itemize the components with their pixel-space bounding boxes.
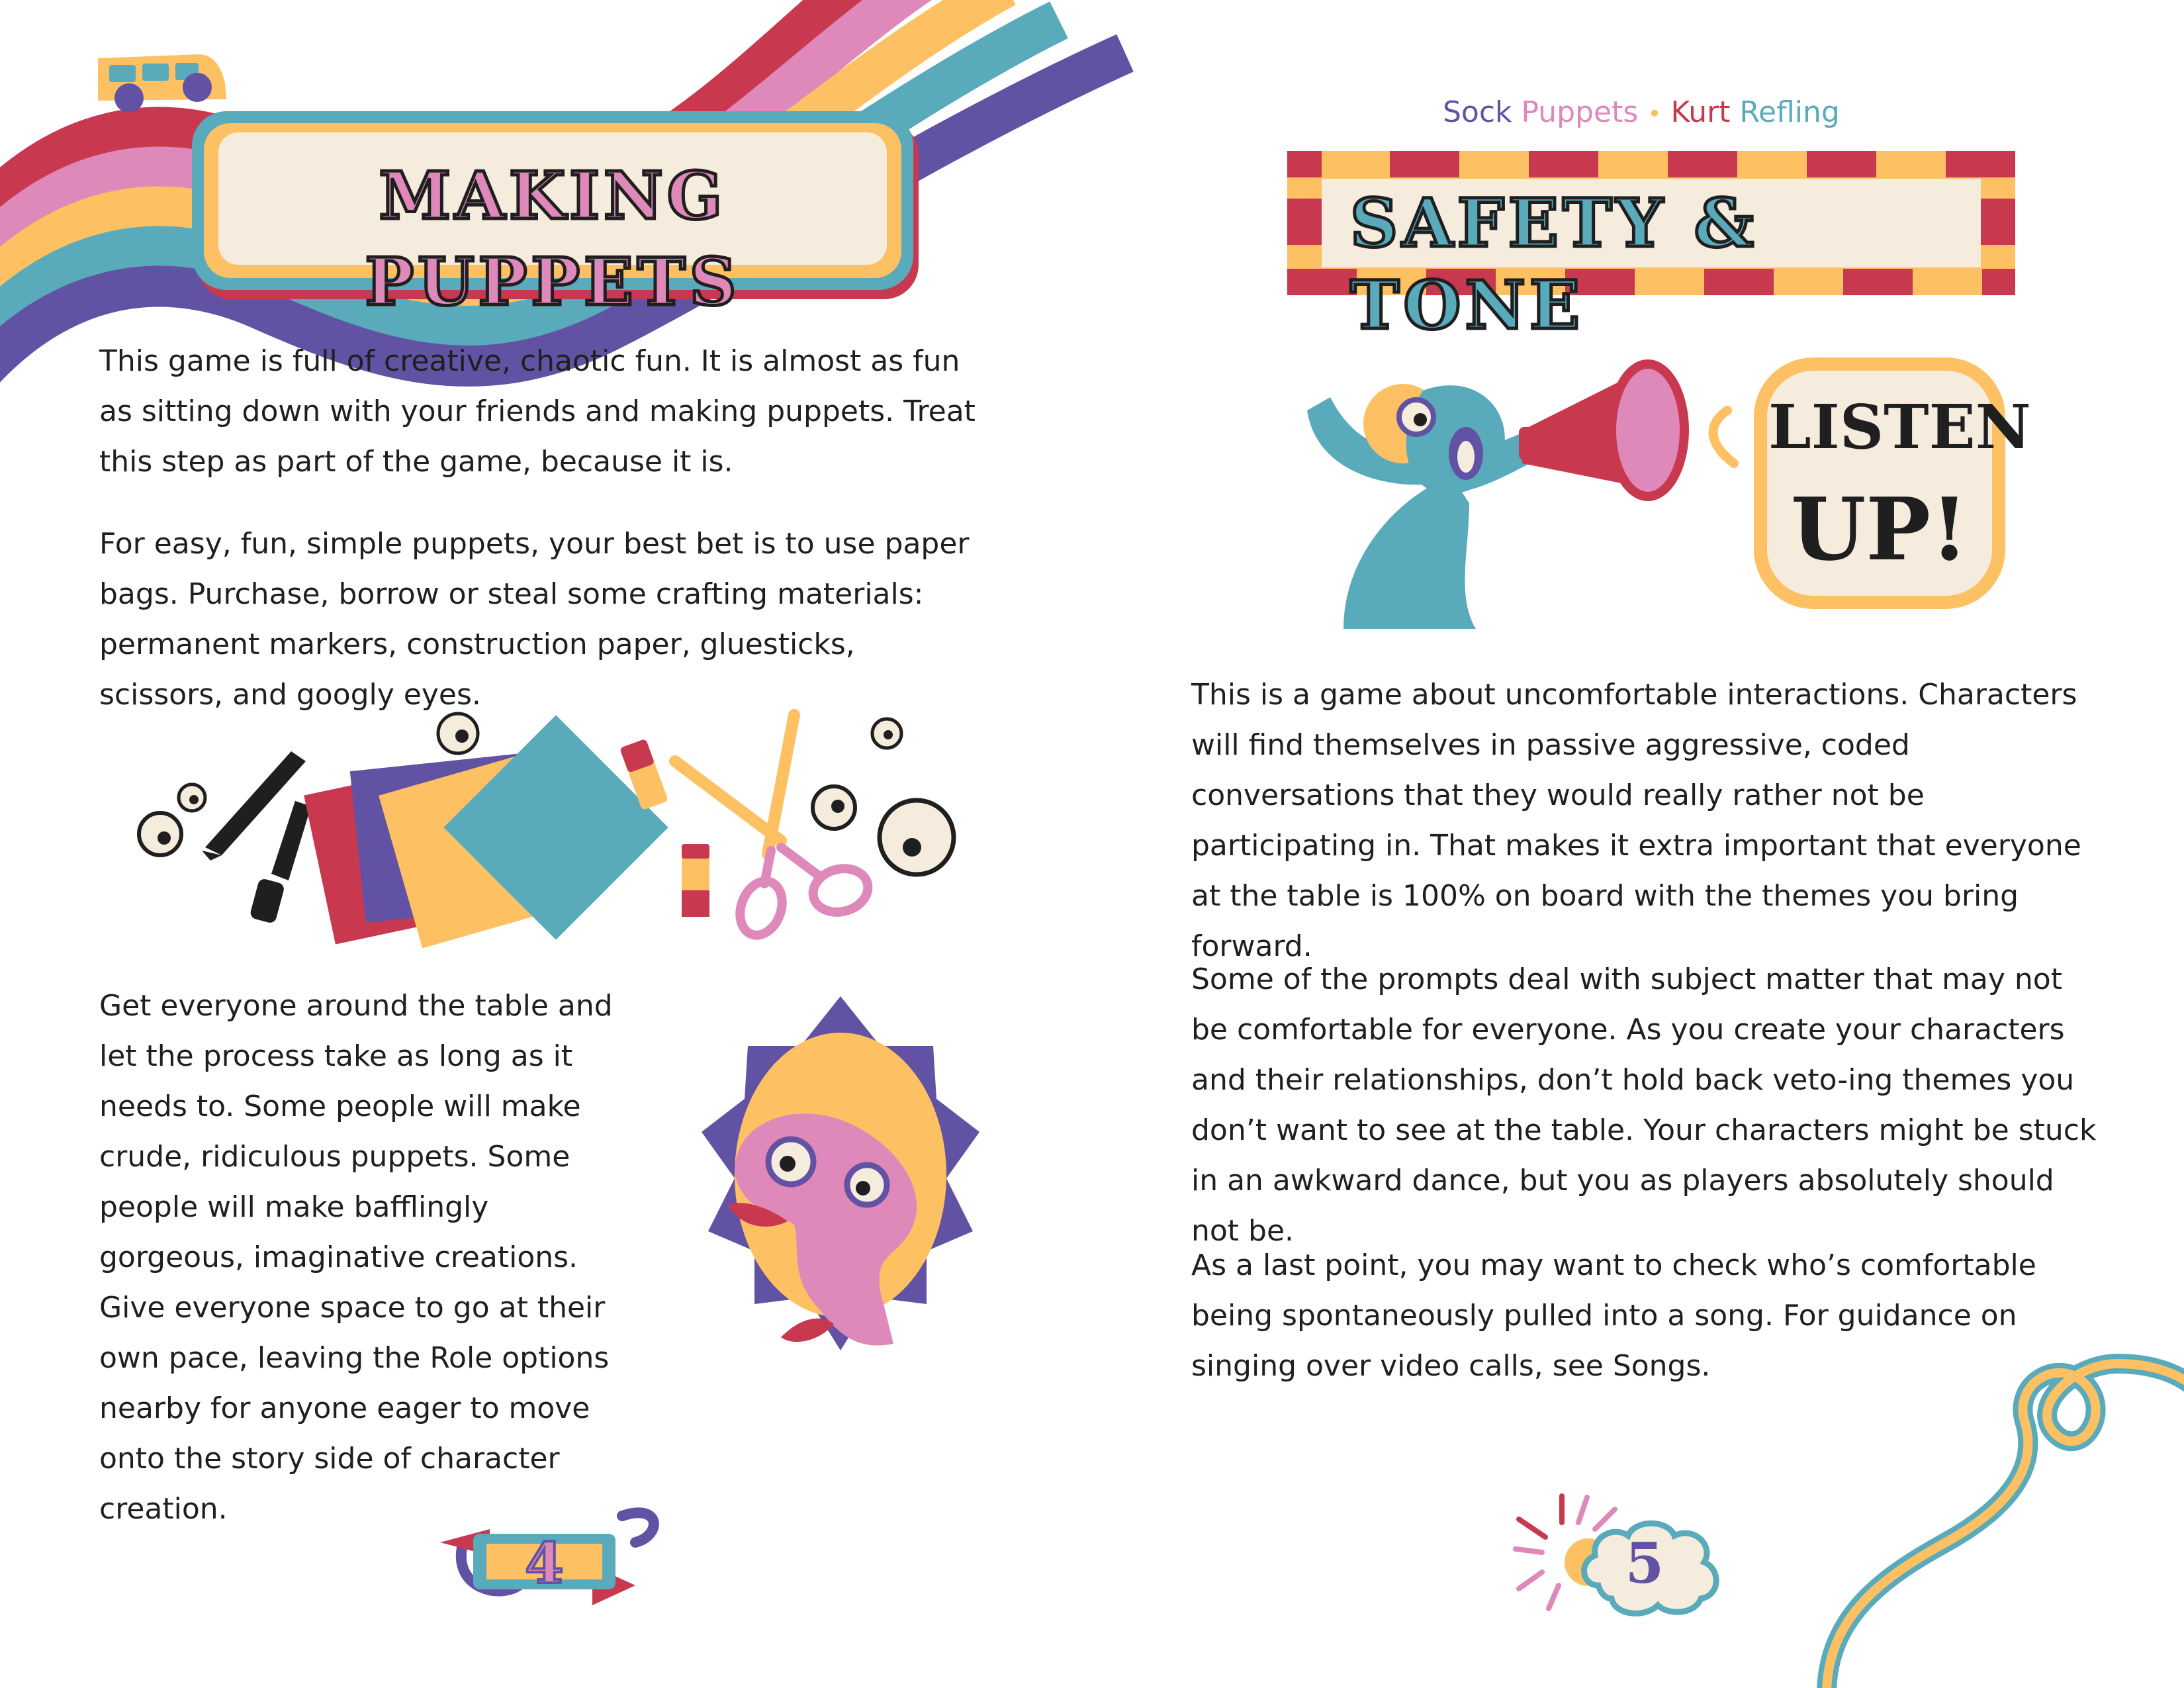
byline-kurt: Kurt — [1670, 95, 1731, 129]
craft-supplies-illustration — [139, 714, 954, 949]
left-paragraph-2: For easy, fun, simple puppets, your best bet is to use paper bags. Purchase, borrow or steal some crafting materials: permanent markers, construction paper, gluesticks, scissors, and googly eyes. — [99, 527, 970, 712]
right-paragraph-3: As a last point, you may want to check who’s comfortable being spontaneously pulled into a song. For guidance on singing over video calls, see Songs. — [1191, 1248, 2036, 1383]
byline-bullet: • — [1647, 101, 1662, 128]
squiggle-decoration — [1827, 1364, 2184, 1688]
listen-up-line2: UP! — [1790, 479, 1969, 580]
right-paragraph-2: Some of the prompts deal with subject matter that may not be comfortable for everyone. As you create your characters and their relationships, don’t hold back veto-ing themes you don’t want to see at the table. Your characters might be stuck in an awkward dance, but you as players absolutely should not be. — [1191, 962, 2097, 1248]
left-paragraph-3: Get everyone around the table and let the process take as long as it needs to. Some people will make crude, ridiculous puppets. Some people will make bafflingly gorgeous, imaginative creations. Give everyone space to go at their own pace, leaving the Role options nearby for anyone eager to move onto the story side of character creation. — [99, 989, 613, 1526]
listen-up-line1: LISTEN — [1768, 391, 2031, 463]
page-number-5: 5 — [1625, 1530, 1664, 1596]
byline-sock: Sock — [1443, 95, 1512, 129]
left-paragraph-1: This game is full of creative, chaotic fun. It is almost as fun as sitting down with your friends and making puppets. Treat this step as part of the game, because it is. — [99, 344, 976, 479]
megaphone-puppet-illustration — [1307, 364, 1684, 629]
van-icon — [98, 54, 226, 113]
page-number-4: 4 — [525, 1530, 564, 1596]
right-page-title: SAFETY & TONE — [1350, 184, 1758, 344]
byline-puppets: Puppets — [1521, 95, 1639, 129]
right-paragraph-1: This is a game about uncomfortable interactions. Characters will find themselves in passive aggressive, coded conversations that they would really rather not be participating in. That makes it extra important that everyone at the table is 100% on board with the themes you bring forward. — [1191, 678, 2081, 963]
byline — [1443, 93, 1840, 134]
left-page-title: MAKING PUPPETS — [365, 158, 741, 320]
byline-refling: Refling — [1739, 95, 1840, 129]
pink-puppet-frame-illustration — [702, 996, 979, 1350]
